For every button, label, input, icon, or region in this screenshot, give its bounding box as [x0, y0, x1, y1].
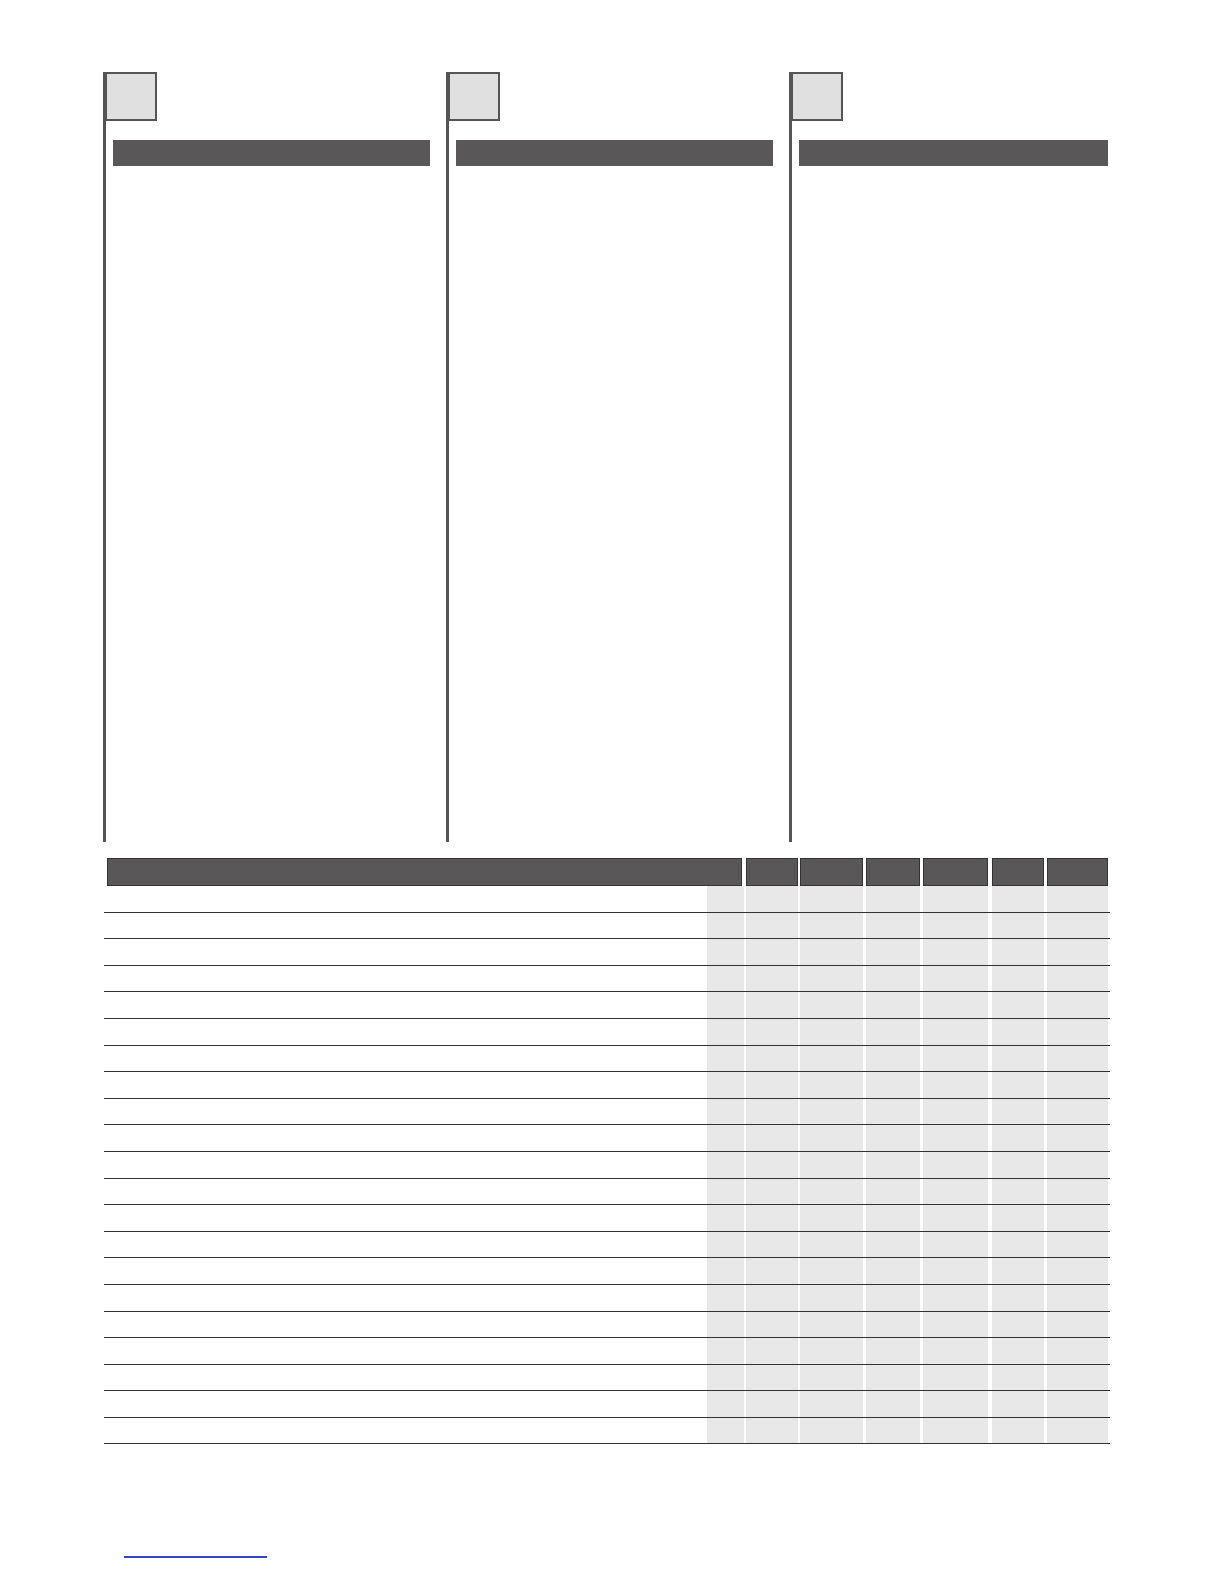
table-cell	[923, 966, 988, 992]
table-cell	[707, 992, 744, 1018]
table-cell	[992, 1019, 1044, 1045]
table-cell	[1047, 1258, 1108, 1284]
table-header-cell	[1047, 858, 1108, 886]
table-cell	[923, 1125, 988, 1151]
table-cell	[746, 1179, 798, 1205]
table-cell	[923, 1365, 988, 1391]
data-table	[104, 858, 1110, 1444]
table-cell	[992, 1072, 1044, 1098]
table-header	[104, 858, 1110, 886]
table-cell	[746, 913, 798, 939]
table-cell	[1047, 1285, 1108, 1311]
table-cell	[923, 992, 988, 1018]
table-cell	[866, 1418, 920, 1444]
table-cell	[923, 1338, 988, 1364]
table-cell	[992, 1046, 1044, 1072]
table-cell	[707, 1046, 744, 1072]
table-cell	[707, 1205, 744, 1231]
table-cell	[866, 1258, 920, 1284]
table-cell	[746, 1152, 798, 1178]
table-cell	[707, 1099, 744, 1125]
table-cell	[800, 1258, 863, 1284]
section-rule	[446, 72, 449, 842]
table-cell	[707, 1232, 744, 1258]
table-cell	[800, 939, 863, 965]
table-cell	[866, 1046, 920, 1072]
table-row	[104, 1125, 1110, 1152]
table-cell	[746, 1125, 798, 1151]
table-cell	[800, 1285, 863, 1311]
table-cell	[746, 1338, 798, 1364]
table-cell	[923, 1285, 988, 1311]
table-cell	[707, 1418, 744, 1444]
table-cell	[866, 1365, 920, 1391]
table-row	[104, 1338, 1110, 1365]
section-rule	[103, 72, 106, 842]
table-cell	[800, 1125, 863, 1151]
section-2	[446, 72, 776, 842]
table-cell	[992, 1391, 1044, 1417]
table-row	[104, 1019, 1110, 1046]
table-cell	[1047, 886, 1108, 912]
table-row	[104, 1258, 1110, 1285]
table-cell	[800, 1312, 863, 1338]
table-cell	[992, 1179, 1044, 1205]
table-cell	[746, 1258, 798, 1284]
table-row	[104, 1391, 1110, 1418]
table-cell	[923, 1179, 988, 1205]
table-cell	[923, 1072, 988, 1098]
table-cell	[707, 1285, 744, 1311]
table-cell	[992, 1232, 1044, 1258]
table-cell	[746, 1072, 798, 1098]
table-cell	[746, 1046, 798, 1072]
table-cell	[992, 1365, 1044, 1391]
table-cell	[1047, 1099, 1108, 1125]
table-cell	[992, 1125, 1044, 1151]
table-cell	[746, 992, 798, 1018]
table-cell	[992, 1152, 1044, 1178]
section-body	[113, 176, 433, 842]
section-number-box	[105, 72, 157, 121]
table-cell	[866, 886, 920, 912]
table-cell	[707, 1019, 744, 1045]
table-header-cell	[746, 858, 798, 886]
table-cell	[746, 1232, 798, 1258]
table-cell	[923, 1418, 988, 1444]
section-number-box	[791, 72, 843, 121]
table-cell	[1047, 1391, 1108, 1417]
table-cell	[1047, 1205, 1108, 1231]
table-cell	[707, 1125, 744, 1151]
table-cell	[923, 886, 988, 912]
table-cell	[800, 913, 863, 939]
table-cell	[1047, 1338, 1108, 1364]
table-cell	[1047, 939, 1108, 965]
table-cell	[866, 1125, 920, 1151]
table-cell	[923, 913, 988, 939]
table-row	[104, 1232, 1110, 1259]
table-cell	[866, 1152, 920, 1178]
section-body	[456, 176, 776, 842]
table-cell	[1047, 1125, 1108, 1151]
table-cell	[707, 1338, 744, 1364]
table-cell	[866, 1099, 920, 1125]
table-cell	[800, 992, 863, 1018]
table-cell	[866, 1232, 920, 1258]
table-cell	[992, 992, 1044, 1018]
table-cell	[707, 1072, 744, 1098]
table-row	[104, 1365, 1110, 1392]
table-cell	[992, 1338, 1044, 1364]
table-row	[104, 1072, 1110, 1099]
row-divider	[104, 1443, 1110, 1444]
table-cell	[800, 1046, 863, 1072]
table-row	[104, 886, 1110, 913]
table-cell	[707, 1152, 744, 1178]
table-row	[104, 1152, 1110, 1179]
table-cell	[1047, 913, 1108, 939]
table-cell	[800, 1099, 863, 1125]
table-body	[104, 886, 1110, 1444]
table-cell	[707, 1365, 744, 1391]
table-row	[104, 939, 1110, 966]
table-cell	[866, 966, 920, 992]
table-cell	[707, 1179, 744, 1205]
table-cell	[866, 1338, 920, 1364]
table-header-cell	[992, 858, 1044, 886]
table-cell	[1047, 1152, 1108, 1178]
table-cell	[866, 1179, 920, 1205]
table-cell	[1047, 1312, 1108, 1338]
table-cell	[923, 939, 988, 965]
table-cell	[800, 886, 863, 912]
table-cell	[707, 886, 744, 912]
section-heading-bar	[799, 140, 1108, 166]
table-cell	[866, 992, 920, 1018]
table-cell	[923, 1312, 988, 1338]
table-cell	[746, 1205, 798, 1231]
table-cell	[800, 1232, 863, 1258]
table-cell	[866, 1312, 920, 1338]
table-cell	[992, 1312, 1044, 1338]
table-cell	[746, 1391, 798, 1417]
table-row	[104, 1099, 1110, 1126]
table-cell	[923, 1099, 988, 1125]
table-cell	[992, 966, 1044, 992]
table-cell	[992, 913, 1044, 939]
table-header-cell	[866, 858, 920, 886]
table-cell	[866, 913, 920, 939]
table-cell	[746, 1019, 798, 1045]
footer-link[interactable]	[124, 1556, 267, 1558]
table-cell	[746, 1312, 798, 1338]
table-cell	[992, 1258, 1044, 1284]
table-cell	[866, 1205, 920, 1231]
table-header-cell	[923, 858, 988, 886]
table-cell	[1047, 1179, 1108, 1205]
table-row	[104, 1179, 1110, 1206]
table-cell	[800, 966, 863, 992]
table-cell	[923, 1232, 988, 1258]
table-row	[104, 913, 1110, 940]
table-header-cell	[107, 858, 742, 886]
table-cell	[992, 1418, 1044, 1444]
table-cell	[923, 1152, 988, 1178]
table-cell	[746, 1418, 798, 1444]
table-row	[104, 1205, 1110, 1232]
table-row	[104, 1418, 1110, 1445]
table-cell	[707, 1258, 744, 1284]
table-cell	[800, 1418, 863, 1444]
table-cell	[746, 886, 798, 912]
table-cell	[992, 886, 1044, 912]
table-cell	[800, 1365, 863, 1391]
section-3	[789, 72, 1114, 842]
table-cell	[1047, 1232, 1108, 1258]
table-cell	[707, 1312, 744, 1338]
table-row	[104, 992, 1110, 1019]
table-cell	[1047, 1365, 1108, 1391]
table-cell	[746, 939, 798, 965]
table-cell	[923, 1258, 988, 1284]
section-rule	[789, 72, 792, 842]
table-cell	[800, 1205, 863, 1231]
table-cell	[800, 1179, 863, 1205]
table-cell	[992, 939, 1044, 965]
section-heading-bar	[456, 140, 773, 166]
table-cell	[800, 1391, 863, 1417]
section-heading-bar	[113, 140, 430, 166]
table-cell	[1047, 992, 1108, 1018]
table-cell	[866, 1285, 920, 1311]
section-1	[103, 72, 433, 842]
table-row	[104, 1285, 1110, 1312]
table-cell	[923, 1391, 988, 1417]
table-cell	[746, 1099, 798, 1125]
table-cell	[746, 1365, 798, 1391]
table-cell	[866, 939, 920, 965]
table-cell	[992, 1205, 1044, 1231]
table-cell	[1047, 1046, 1108, 1072]
table-cell	[1047, 966, 1108, 992]
table-cell	[746, 1285, 798, 1311]
table-cell	[707, 913, 744, 939]
section-body	[799, 176, 1114, 842]
table-row	[104, 966, 1110, 993]
table-header-cell	[800, 858, 863, 886]
table-cell	[866, 1391, 920, 1417]
section-number-box	[448, 72, 500, 121]
table-cell	[1047, 1019, 1108, 1045]
table-row	[104, 1312, 1110, 1339]
table-cell	[923, 1046, 988, 1072]
table-cell	[866, 1072, 920, 1098]
table-cell	[707, 939, 744, 965]
table-cell	[1047, 1418, 1108, 1444]
table-cell	[800, 1152, 863, 1178]
table-cell	[800, 1338, 863, 1364]
table-cell	[992, 1285, 1044, 1311]
table-cell	[992, 1099, 1044, 1125]
table-cell	[707, 966, 744, 992]
table-cell	[866, 1019, 920, 1045]
table-row	[104, 1046, 1110, 1073]
table-cell	[1047, 1072, 1108, 1098]
table-cell	[923, 1205, 988, 1231]
table-cell	[800, 1019, 863, 1045]
table-cell	[746, 966, 798, 992]
table-cell	[707, 1391, 744, 1417]
table-cell	[800, 1072, 863, 1098]
table-cell	[923, 1019, 988, 1045]
